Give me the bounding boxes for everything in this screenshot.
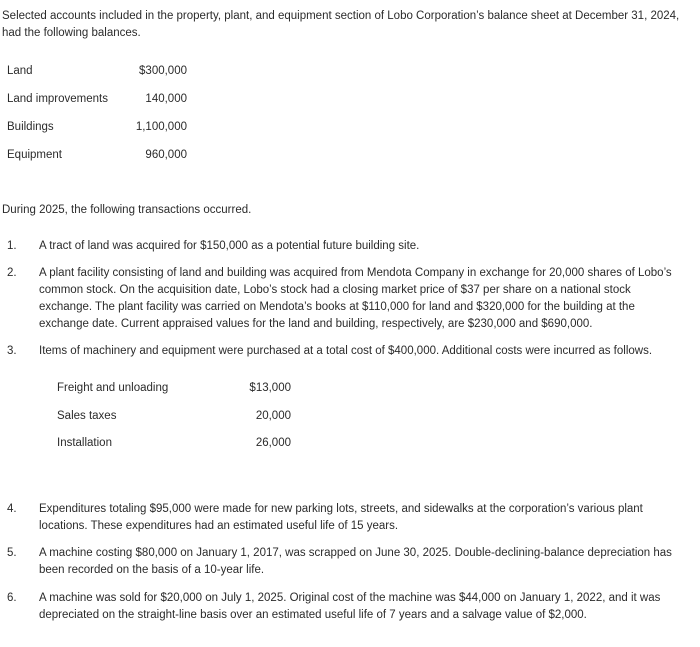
account-label: Equipment: [7, 149, 62, 161]
cost-label: Installation: [57, 437, 112, 449]
item-number: 6.: [7, 592, 17, 604]
additional-costs-table: [57, 380, 291, 463]
item-number: 1.: [7, 240, 17, 252]
item-text: A tract of land was acquired for $150,000 as a potential future building site.: [39, 240, 420, 252]
item-number: 3.: [7, 345, 17, 357]
cost-value: 20,000: [255, 409, 291, 422]
account-balances-table: [7, 63, 187, 175]
cost-label: Sales taxes: [57, 409, 117, 422]
cost-row: [57, 408, 291, 436]
balance-row: [7, 119, 187, 147]
balance-row: [7, 91, 187, 119]
item-text: A plant facility consisting of land and building was acquired from Mendota Company in exchange for 20,000 shares of Lobo’s common stock. On the acquisition date, Lobo’s stock had a closing market price of $37 per share on a national stock exchange. The plant facility was carried on Mendota’s books at $110,000 for land and $320,000 for the building at the exchange date. Current appraised values for the land and building, respectively, are $230,000 and $690,000.: [39, 267, 672, 330]
cost-row: [57, 435, 291, 463]
account-label: Land improvements: [7, 93, 108, 105]
cost-label: Freight and unloading: [57, 382, 169, 394]
item-number: 5.: [7, 547, 17, 559]
cost-row: [57, 380, 291, 408]
item-text: A machine costing $80,000 on January 1, 2017, was scrapped on June 30, 2025. Double-declining-balance depreciation has been recorded on the basis of a 10-year life.: [39, 547, 672, 576]
account-value: 1,100,000: [135, 121, 187, 133]
account-value: 140,000: [145, 93, 187, 105]
account-label: Land: [7, 65, 33, 77]
cost-value: $13,000: [249, 382, 291, 394]
cost-value: 26,000: [255, 437, 291, 449]
account-value: 960,000: [145, 149, 187, 161]
item-text: A machine was sold for $20,000 on July 1, 2025. Original cost of the machine was $44,000 on January 1, 2022, and it was depreciated on the straight-line basis over an estimated useful life of 7 years and a salvage value of $2,000.: [39, 592, 661, 621]
item-text: Expenditures totaling $95,000 were made for new parking lots, streets, and sidewalks at the corporation’s various plant locations. These expenditures had an estimated useful life of 15 years.: [39, 503, 643, 532]
account-label: Buildings: [7, 121, 54, 133]
item-number: 4.: [7, 503, 17, 515]
during-paragraph: During 2025, the following transactions occurred.: [2, 204, 252, 216]
balance-row: [7, 147, 187, 175]
intro-paragraph: Selected accounts included in the property, plant, and equipment section of Lobo Corporation’s balance sheet at December 31, 2024, had the following balances.: [2, 10, 680, 39]
balance-row: [7, 63, 187, 91]
account-value: $300,000: [139, 65, 187, 77]
item-text: Items of machinery and equipment were purchased at a total cost of $400,000. Additional costs were incurred as follows.: [39, 345, 653, 357]
item-number: 2.: [7, 267, 17, 279]
